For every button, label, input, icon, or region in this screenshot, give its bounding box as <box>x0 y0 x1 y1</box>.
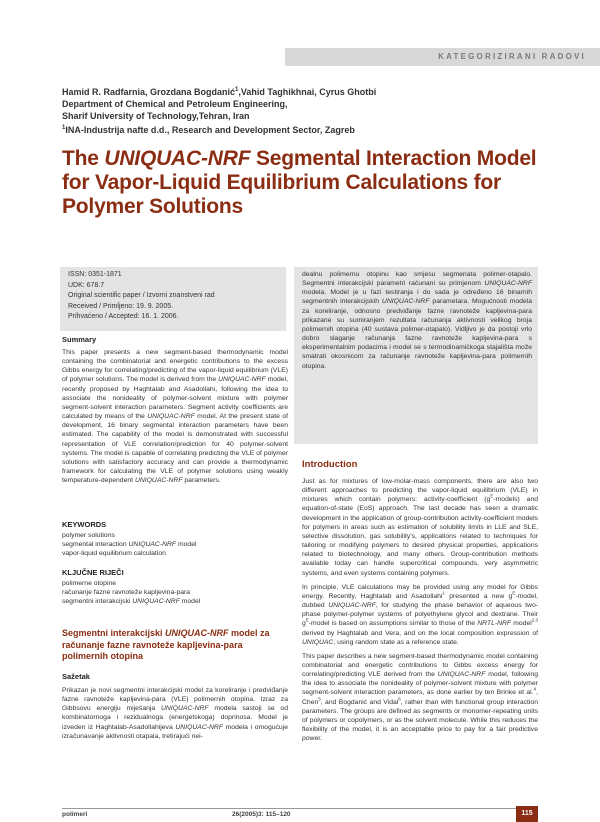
udk: UDK: 678.7 <box>68 281 105 289</box>
keywords-list: polymer solutions segmental interaction UNIQUAC-NRF model vapor-liquid equilibrium calculation <box>62 532 197 558</box>
section-header-bar <box>285 48 600 66</box>
page-number: 115 <box>516 806 538 822</box>
kljucne-list: polimerne otopine računanje fazne ravnoteže kapljevina-para segmentni interakcijski UNIQUAC-NRF model <box>62 580 201 606</box>
croatian-title: Segmentni interakcijski UNIQUAC-NRF model za računanje fazne ravnoteže kapljevina-para polimernih otopina <box>62 628 270 661</box>
intro-paragraph-1: Just as for mixtures of low-molar-mass components, there are also two different approaches to predicting the vapor-liquid equilibrium (VLE) in mixtures which contain polymers: activity-coefficient $(g^E-models)$ and equation-of-state (EoS) approach. The last decade has seen a dramatic development in the application of group-contribution activity-coefficient models for polymers in areas such as estimation of solubility limits in LLE and SLE, selective dissolution, gas solubility's, applications related to techniques for tailoring or modifying polymers to desired physical properties, applications related to biotechnology, and many others. Group-contribution methods available today can handle supercritical compounds, very asymmetric systems, and even systems containing polymers. <box>302 478 539 577</box>
author-block <box>62 84 532 136</box>
introduction-heading: Introduction <box>302 459 358 470</box>
affiliation-3: $^1$INA-Industrija nafte d.d., Research and Development Sector, Zagreb <box>62 125 355 135</box>
summary-heading: Summary <box>62 335 97 344</box>
author-names: Hamid R. Radfarnia, Grozdana Bogdanić$^1$,Vahid Taghikhnai, Cyrus Ghotbi <box>62 87 377 97</box>
affiliation-1: Department of Chemical and Petroleum Engineering, <box>62 99 288 109</box>
sazetak-text: Prikazan je novi segmentni interakcijski model za koreliranje i predviđanje fazne ravnoteže kapljevina-para (VLE) polimernih otopina. Izraz za Gibbsovu energiju miješanja UNIQUAC-NRF modela sastoji se od kombinatornoga i rezidualnoga (energetskoga) doprinosa. Model je izveden iz Haghtalab-Asadollahijeva UNIQUAC-NRF modela i omogućuje izračunavanje aktivnosti otapala, tretirajući nei- <box>62 687 288 740</box>
kljucne-heading: KLJUČNE RIJEČI <box>62 568 124 577</box>
sazetak-heading: Sažetak <box>62 672 90 681</box>
metadata-box <box>60 267 286 331</box>
issn: ISSN: 0351-1871 <box>68 271 122 278</box>
croatian-summary-text: dealnu polimernu otopinu kao smjesu segmenata polimer-otapalo. Segmentni interakcijski parametri računani su primjenom UNIQUAC-NRF modela. Model je u fazi testiranja i do sada je određeno 16 binarnih segmentnih interakcijskih UNIQUAC-NRF parametara. Mogućnosti modela za koreliranje, odnosno predviđanje fazne ravnoteže kapljevina-para prikazane su sumiranjem rezultata računanja aktivnosti velikog broja polimernih otopina (40 sustava polimer-otapalo). Vidljivo je da postoji vrlo dobro slaganje računanja fazne ravnoteže kapljevina-para s eksperimentalnim podacima i model se s termodinamičkoga stajališta može smatrati okosnicom za računanje ravnoteže kapljevina-para polimernih otopina. <box>302 271 532 370</box>
received-date: Received / Primljeno: 19. 9. 2005. <box>68 302 174 310</box>
keywords-heading: KEYWORDS <box>62 520 107 529</box>
footer-issue: 26(2005)3: 115–120 <box>232 811 291 818</box>
introduction-text <box>302 477 538 743</box>
intro-paragraph-2: In principle, VLE calculations may be provided using any model for Gibbs energy. Recently, Haghtalab and Asadollahi$^1$ presented a new $g^E$-model, dubbed UNIQUAC-NRF, for studying the phase behavior of aqueous two-phase polymer-polymer systems of polyethylene glycol and dextrane. Their $g^E$-model is based on assumptions similar to those of the NRTL-NRF model$^{2,3}$ derived by Haghtalab and Vera, and on the local composition expression of UNIQUAC, using random state as a reference state. <box>302 583 539 646</box>
accepted-date: Prihvaćeno / Accepted: 16. 1. 2006. <box>68 313 179 320</box>
affiliation-2: Sharif University of Technology,Tehran, Iran <box>62 111 250 121</box>
paper-title: The UNIQUAC-NRF Segmental Interaction Model for Vapor-Liquid Equilibrium Calculations for Polymer Solutions <box>62 147 537 218</box>
intro-paragraph-3: This paper describes a new segment-based thermodynamic model containing combinatorial and energetic contributions to Gibbs excess energy for correlating/predicting VLE derived from the UNIQUAC-NRF model, following the idea to associate the nonideality of polymer-solvent mixture with polymer segment-solvent interaction parameters, as done earlier by ten Brinke et al.$^4$, Chen$^5$, and Bogdanić and Vidal$^6$, rather than with functional group interaction parameters. The groups are defined as segments or monomer-repeating units of polymers or copolymers, or as the solvent molecule. While this reduces the flexibility of the model, it is an acceptable price to pay for a fair predictive power. <box>302 652 539 743</box>
section-header: KATEGORIZIRANI RADOVI <box>438 52 586 61</box>
footer-journal: polimeri <box>62 811 88 818</box>
footer-divider <box>62 808 516 809</box>
paper-type: Original scientific paper / Izvorni znanstveni rad <box>68 292 215 299</box>
summary-text: This paper presents a new segment-based thermodynamic model containing the combinatorial and energetic contributions to the excess Gibbs energy for correlating/predicting of the vapor-liquid equilibrium (VLE) of polymer solutions. The model is derived from the UNIQUAC-NRF model, recently proposed by Haghtalab and Asadollahi, following the idea to associate the nonideality of polymer-solvent mixture with polymer segment-solvent interaction parameters. Segment activity coefficients are calculated by means of the UNIQUAC-NRF model. At the present state of development, 16 binary segmental interaction parameters have been estimated. The capability of the model is demonstrated with successful representation of VLE correlation/prediction for 40 polymer-solvent systems. The model is capable of correlating predicting the VLE of polymer solutions with satisfactory accuracy and can provide a thermodynamic framework for calculating the VLE of polymer solutions using weakly temperature-dependent UNIQUAC-NRF parameters. <box>62 349 288 485</box>
